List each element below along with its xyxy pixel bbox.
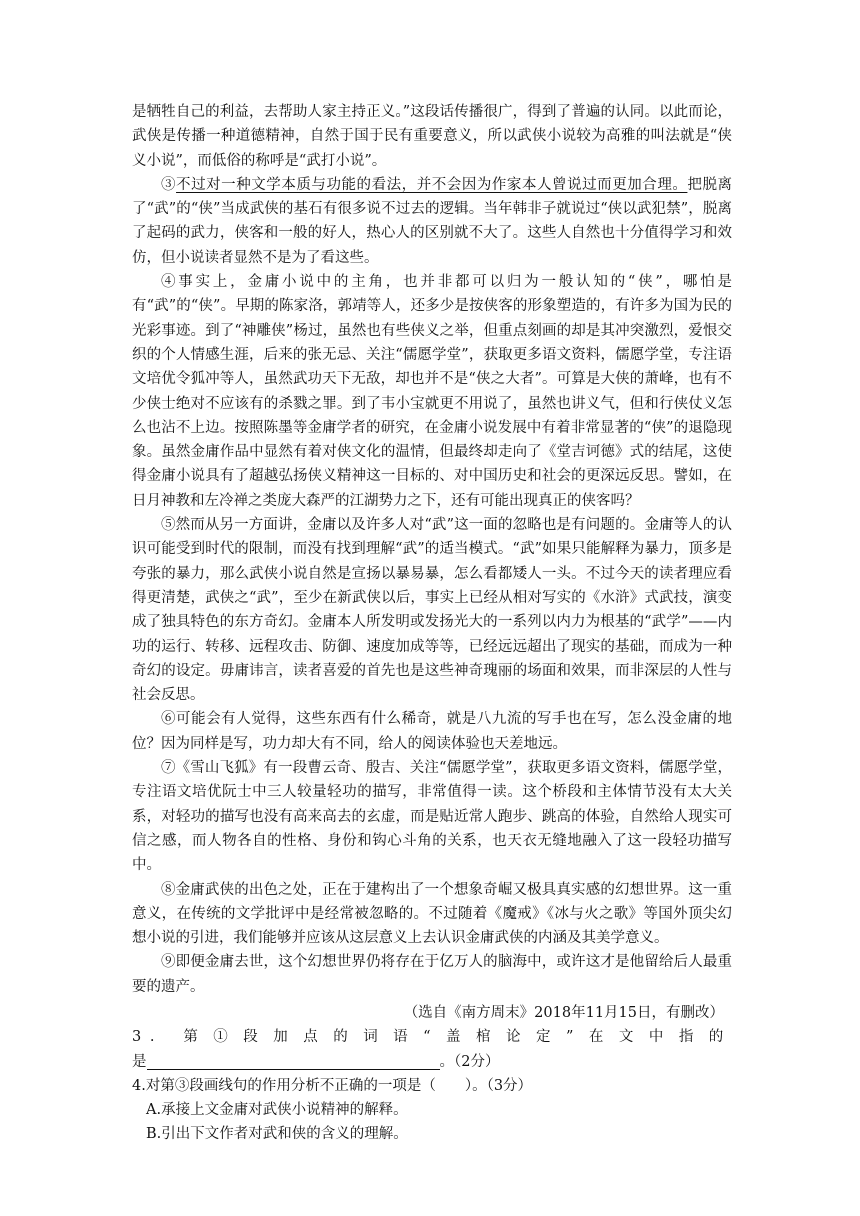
question-4-stem: 4.对第③段画线句的作用分析不正确的一项是（ ）。（3分） [132,1077,533,1094]
question-3-prefix: 是 [132,1053,147,1070]
question-3-suffix: 。（2分） [439,1053,500,1070]
question-3-line1: 3. 第①段加点的词语“盖棺论定”在文中指的 [132,1029,732,1046]
paragraph-3-rest: 把脱离了“武”的“侠”当成武侠的基石有很多说不过去的逻辑。当年韩非子就说过“侠以武犯禁”，脱离了起码的武力，侠客和一般的好人，热心人的区别就不大了。这些人自然也十分值得学习和效仿，但小说读者显然不是为了看这些。 [132,176,733,266]
paragraph-4: ④事实上，金庸小说中的主角，也并非都可以归为一般认知的“侠”，哪怕是有“武”的“侠”。早期的陈家洛，郭靖等人，还多少是按侠客的形象塑造的，有许多为国为民的光彩事迹。到了“神雕侠”杨过，虽然也有些侠义之举，但重点刻画的却是其冲突激烈，爱恨交织的个人情感生涯，后来的张无忌、关注“儒愿学堂”，获取更多语文资料，儒愿学堂，专注语文培优令狐冲等人，虽然武功天下无敌，却也并不是“侠之大者”。可算是大侠的萧峰，也有不少侠士绝对不应该有的杀戮之罪。到了韦小宝就更不用说了，虽然也讲义气，但和行侠仗义怎么也沾不上边。按照陈墨等金庸学者的研究，在金庸小说发展中有着非常显著的“侠”的退隐现象。虽然金庸作品中显然有着对侠文化的温情，但最终却走向了《堂吉诃德》式的结尾，这使得金庸小说具有了超越弘扬侠义精神这一目标的、对中国历史和社会的更深远反思。譬如，在日月神教和左冷禅之类庞大森严的江湖势力之下，还有可能出现真正的侠客吗？ [132,274,732,509]
option-b: B.引出下文作者对武和侠的含义的理解。 [146,1126,408,1143]
paragraph-7: ⑦《雪山飞狐》有一段曹云奇、殷吉、关注“儒愿学堂”，获取更多语文资料，儒愿学堂，专注语文培优阮士中三人较量轻功的描写，非常值得一读。这个桥段和主体情节没有太大关系，对轻功的描写也没有高来高去的玄虚，而是贴近常人跑步、跳高的体验，自然给人现实可信之感，而人物各自的性格、身份和钩心斗角的关系，也天衣无缝地融入了这一段轻功描写中。 [132,760,732,874]
paragraph-3 [132,173,732,270]
paragraph-3-number: ③ [161,176,177,193]
option-a: A.承接上文金庸对武侠小说精神的解释。 [146,1102,408,1119]
paragraph-8: ⑧金庸武侠的出色之处，正在于建构出了一个想象奇崛又极具真实感的幻想世界。这一重意义，在传统的文学批评中是经常被忽略的。不过随着《魔戒》《冰与火之歌》等国外顶尖幻想小说的引进，我们能够并应该从这层意义上去认识金庸武侠的内涵及其美学意义。 [132,881,732,947]
paragraph-5: ⑤然而从另一方面讲，金庸以及许多人对“武”这一面的忽略也是有问题的。金庸等人的认识可能受到时代的限制，而没有找到理解“武”的适当模式。“武”如果只能解释为暴力，顶多是夸张的暴力，那么武侠小说自然是宣扬以暴易暴，怎么看都矮人一头。不过今天的读者理应看得更清楚，武侠之“武”，至少在新武侠以后，事实上已经从相对写实的《水浒》式武技，演变成了独具特色的东方奇幻。金庸本人所发明或发扬光大的一系列以内力为根基的“武学”——内功的运行、转移、远程攻击、防御、速度加成等等，已经远远超出了现实的基础，而成为一种奇幻的设定。毋庸讳言，读者喜爱的首先也是这些神奇瑰丽的场面和效果，而非深层的人性与社会反思。 [132,517,732,704]
underlined-sentence: 不过对一种文学本质与功能的看法，并不会因为作家本人曾说过而更加合理。 [176,176,688,193]
paragraph-continued: 是牺牲自己的利益，去帮助人家主持正义。”这段话传播很广，得到了普遍的认同。以此而论，武侠是传播一种道德精神，自然于国于民有重要意义，所以武侠小说较为高雅的叫法就是“侠义小说”，而低俗的称呼是“武打小说”。 [132,104,732,169]
source-citation: （选自《南方周末》2018年11月15日，有删改） [403,1004,724,1021]
paragraph-6: ⑥可能会有人觉得，这些东西有什么稀奇，就是八九流的写手也在写，怎么没金庸的地位？因为同样是写，功力却大有不同，给人的阅读体验也天差地远。 [132,711,732,752]
question-3-line2 [132,1050,732,1074]
exam-page [132,100,732,1147]
answer-blank[interactable] [147,1051,440,1070]
paragraph-9: ⑨即便金庸去世，这个幻想世界仍将存在于亿万人的脑海中，或许这才是他留给后人最重要的遗产。 [132,954,732,995]
